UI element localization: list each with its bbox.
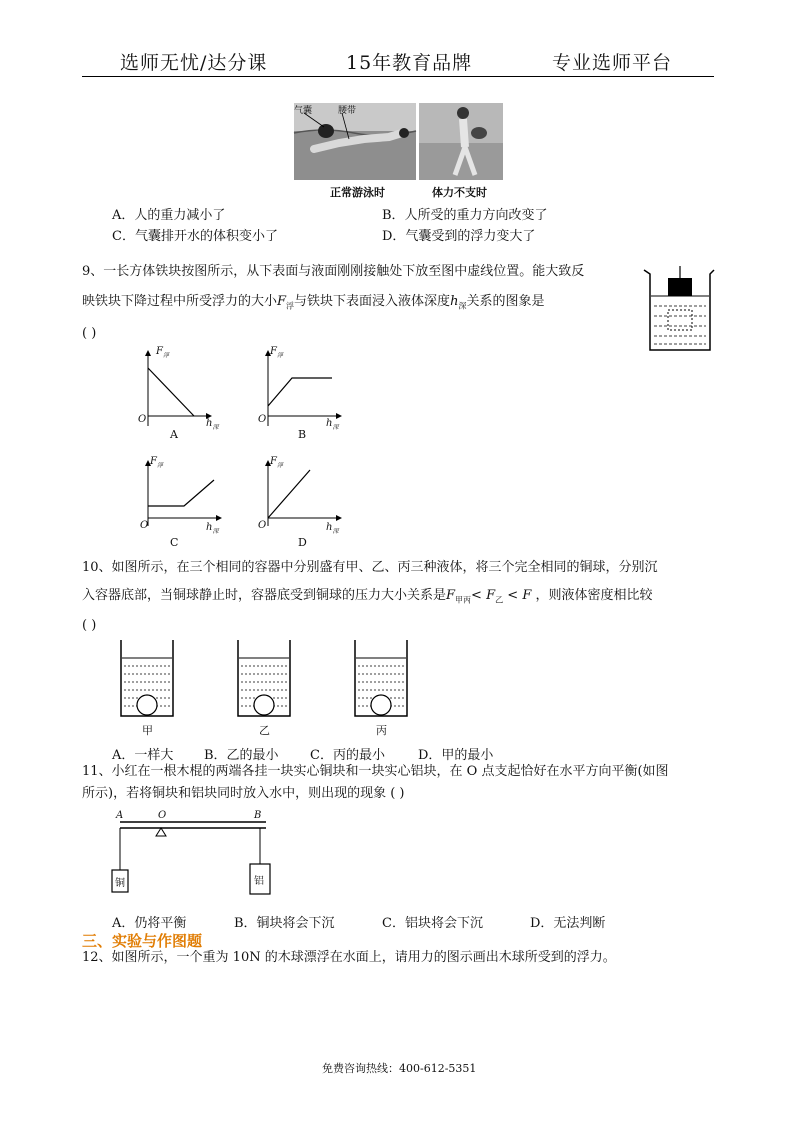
graph-b-origin: O — [258, 414, 267, 425]
label-airbag: 气囊 — [294, 106, 313, 116]
photo-normal-swimming — [294, 103, 416, 180]
graph-a — [134, 346, 212, 440]
graph-b-label: B — [298, 428, 307, 441]
container-label-bing: 丙 — [376, 724, 387, 737]
caption-normal: 正常游泳时 — [330, 186, 385, 199]
block-copper: 铜 — [115, 878, 125, 889]
section-title: 三、实验与作图题 — [82, 932, 203, 950]
lever-point-o: O — [158, 810, 167, 821]
container-yi — [235, 640, 295, 720]
q8-option-b: B．人所受的重力方向改变了 — [382, 208, 548, 223]
footer-hotline: 免费咨询热线：400-612-5351 — [322, 1062, 477, 1075]
graph-a-label: A — [170, 428, 178, 441]
container-label-jia: 甲 — [142, 724, 153, 737]
graph-a-origin: O — [138, 414, 147, 425]
q9-line1: 9、一长方体铁块按图所示，从下表面与液面刚刚接触处下放至图中虚线位置。能大致反 — [82, 264, 585, 279]
q10-line2: 入容器底部，当铜球静止时，容器底受到铜球的压力大小关系是$F_{甲丙}< F_乙 < F$ ，则液体密度相比较 — [82, 588, 653, 605]
lever-point-b: B — [254, 810, 262, 821]
header-right: 专业选师平台 — [552, 52, 673, 74]
q10-option-c: C．丙的最小 — [310, 748, 385, 763]
q10-answer-paren: ( ) — [82, 618, 97, 633]
graph-d-xlabel: $h_深$ — [326, 522, 339, 535]
caption-exhausted: 体力不支时 — [432, 186, 487, 199]
q9-answer-paren: ( ) — [82, 326, 97, 341]
graph-d-ylabel: $F_浮$ — [270, 456, 283, 469]
q8-option-c: C．气囊排开水的体积变小了 — [112, 229, 278, 244]
graph-a-curve — [148, 368, 194, 416]
graph-b-curve — [268, 378, 332, 406]
q10-option-a: A．一样大 — [112, 748, 174, 763]
q11-option-c: C．铝块将会下沉 — [382, 916, 483, 931]
q11-line1: 11、小红在一根木棍的两端各挂一块实心铜块和一块实心铝块，在 O 点支起恰好在水平方向平衡(如图 — [82, 764, 669, 779]
q11-lever-diagram — [104, 812, 274, 898]
q8-option-a: A．人的重力减小了 — [112, 208, 226, 223]
q10-option-b: B．乙的最小 — [204, 748, 279, 763]
header-center: 15年教育品牌 — [346, 52, 473, 74]
q11-option-a: A．仍将平衡 — [112, 916, 187, 931]
graph-d-label: D — [298, 536, 307, 549]
q10-line1: 10、如图所示，在三个相同的容器中分别盛有甲、乙、丙三种液体，将三个完全相同的铜球，分别沉 — [82, 560, 658, 575]
q9-line2: 映铁块下降过程中所受浮力的大小$F_浮$与铁块下表面浸入液体深度$h_深$关系的图象是 — [82, 294, 545, 311]
q12-line1: 12、如图所示，一个重为 10N 的木球漂浮在水面上，请用力的图示画出木球所受到的浮力。 — [82, 950, 616, 965]
header-rule — [82, 76, 714, 77]
label-belt: 腰带 — [338, 106, 357, 116]
graph-a-xlabel: $h_深$ — [206, 418, 219, 431]
header-left: 选师无忧/达分课 — [120, 52, 268, 74]
container-bing — [352, 640, 412, 720]
q11-option-b: B．铜块将会下沉 — [234, 916, 335, 931]
photo-exhausted — [419, 103, 503, 180]
container-label-yi: 乙 — [259, 724, 270, 737]
q11-line2: 所示)，若将铜块和铝块同时放入水中，则出现的现象 ( ) — [82, 786, 405, 801]
graph-c-origin: O — [140, 520, 149, 531]
standing-person-illustration — [419, 103, 503, 180]
graph-c-curve — [148, 480, 214, 506]
lever-point-a: A — [116, 810, 124, 821]
q11-option-d: D．无法判断 — [530, 916, 606, 931]
q10-option-d: D．甲的最小 — [418, 748, 494, 763]
graph-b-ylabel: $F_浮$ — [270, 346, 283, 359]
block-aluminum: 铝 — [254, 876, 264, 887]
graph-c-ylabel: $F_浮$ — [150, 456, 163, 469]
graph-c-xlabel: $h_深$ — [206, 522, 219, 535]
graph-d-origin: O — [258, 520, 267, 531]
graph-a-ylabel: $F_浮$ — [156, 346, 169, 359]
graph-c-label: C — [170, 536, 179, 549]
container-jia — [118, 640, 178, 720]
graph-d-curve — [268, 470, 310, 518]
graph-b-xlabel: $h_深$ — [326, 418, 339, 431]
q8-option-d: D．气囊受到的浮力变大了 — [382, 229, 536, 244]
q9-beaker-diagram — [640, 266, 716, 354]
